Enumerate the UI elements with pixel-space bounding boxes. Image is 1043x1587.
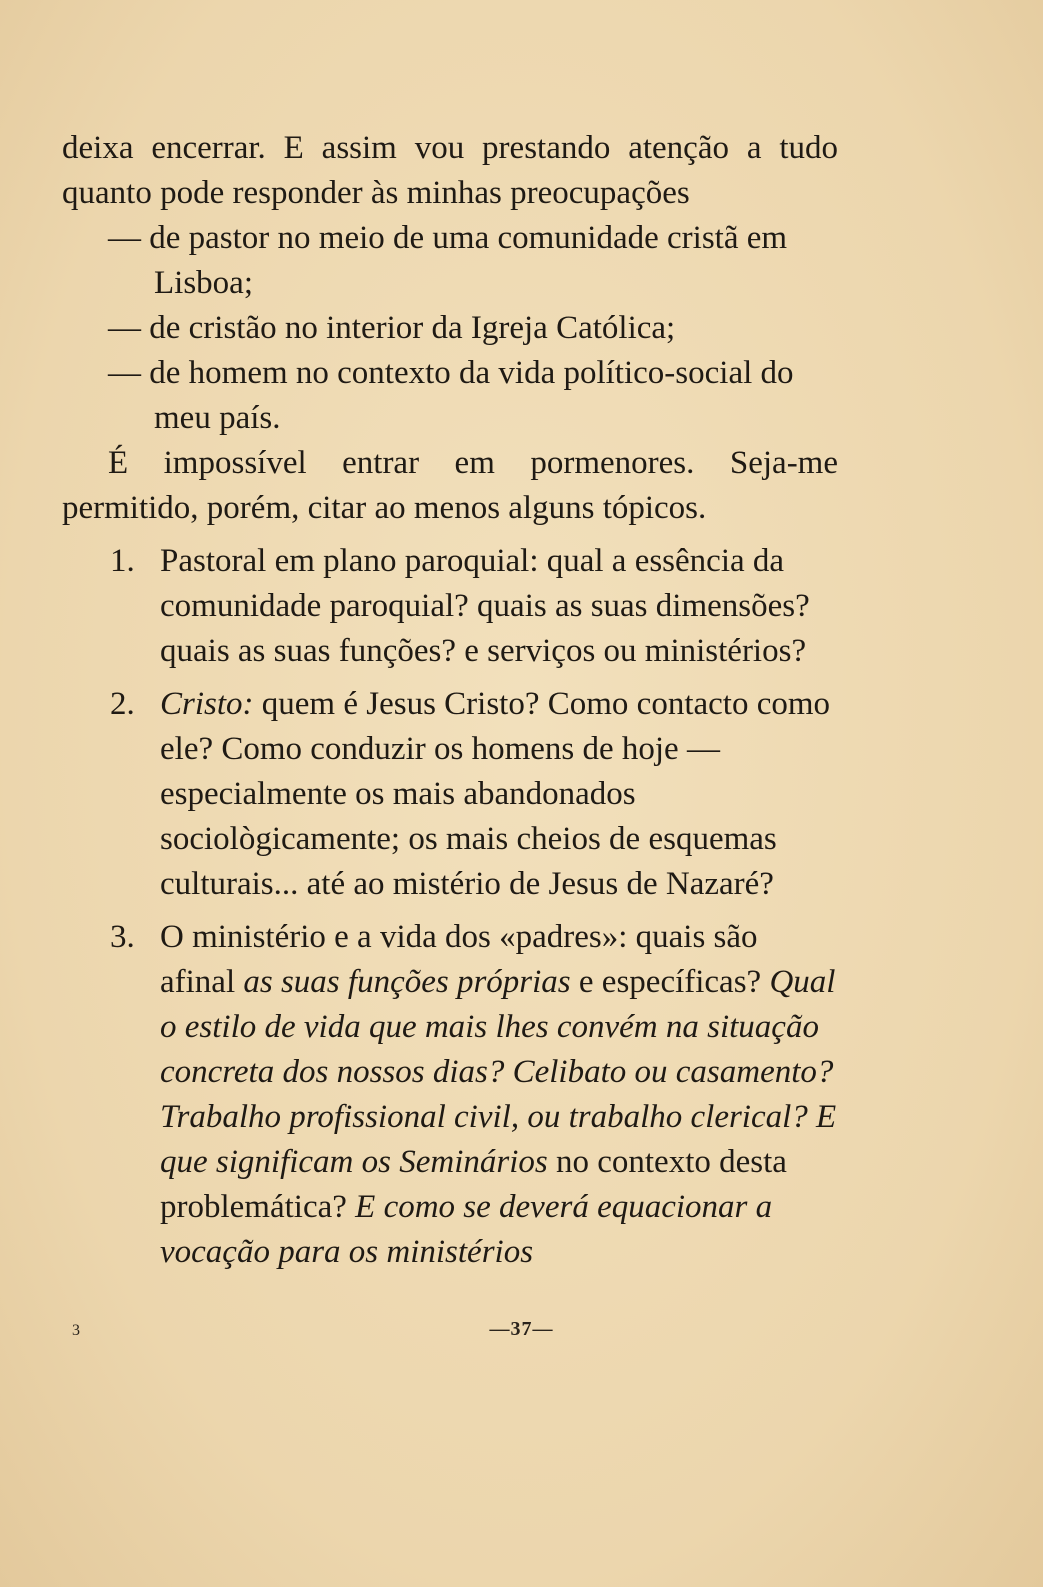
dash-item-cristao: — de cristão no interior da Igreja Católica; — [108, 310, 676, 346]
list-item-pastoral — [62, 539, 838, 674]
margin-mark: 3 — [72, 1322, 80, 1339]
text-segment: O ministério e a vida dos «padres»: quais são afinal — [160, 919, 758, 1000]
list-item-text-rest: quem é Jesus Cristo? Como contacto como ele? Como conduzir os homens de hoje — especialmente os mais abandonados sociològicamente; os mais cheios de esquemas culturais... até ao mistério de Jesus de Nazaré? — [160, 686, 831, 902]
dash-item-homem: — de homem no contexto da vida político-social do meu país. — [108, 355, 794, 436]
text-segment: e específicas? — [570, 964, 770, 1000]
list-item-cristo — [62, 682, 838, 907]
italic-segment: Qual o estilo de vida que mais lhes convém na situação concreta dos nossos dias? Celibato ou casamento? Trabalho profissional civil, ou trabalho clerical? E que significam os Seminários — [160, 964, 837, 1180]
list-item-text — [160, 682, 838, 907]
list-number: 2. — [110, 686, 135, 722]
page-number: —37— — [489, 1318, 554, 1340]
italic-lead: Cristo: — [160, 686, 254, 722]
page-text — [62, 126, 838, 1275]
list-number: 3. — [110, 919, 135, 955]
dash-item-pastor: — de pastor no meio de uma comunidade cristã em Lisboa; — [108, 220, 788, 301]
italic-segment: as suas funções próprias — [243, 964, 571, 1000]
list-item-text — [160, 915, 838, 1275]
topics-paragraph: É impossível entrar em pormenores. Seja-me permitido, porém, citar ao menos alguns tópicos. — [62, 445, 838, 526]
italic-segment: E como se deverá equacionar a vocação para os ministérios — [160, 1189, 773, 1270]
intro-paragraph: deixa encerrar. E assim vou prestando atenção a tudo quanto pode responder às minhas preocupações — [62, 130, 838, 211]
text-segment: no contexto desta problemática? — [160, 1144, 787, 1225]
list-number: 1. — [110, 543, 135, 579]
list-item-ministerio — [62, 915, 838, 1275]
list-item-text: Pastoral em plano paroquial: qual a essência da comunidade paroquial? quais as suas dimensões? quais as suas funções? e serviços ou ministérios? — [160, 543, 810, 669]
